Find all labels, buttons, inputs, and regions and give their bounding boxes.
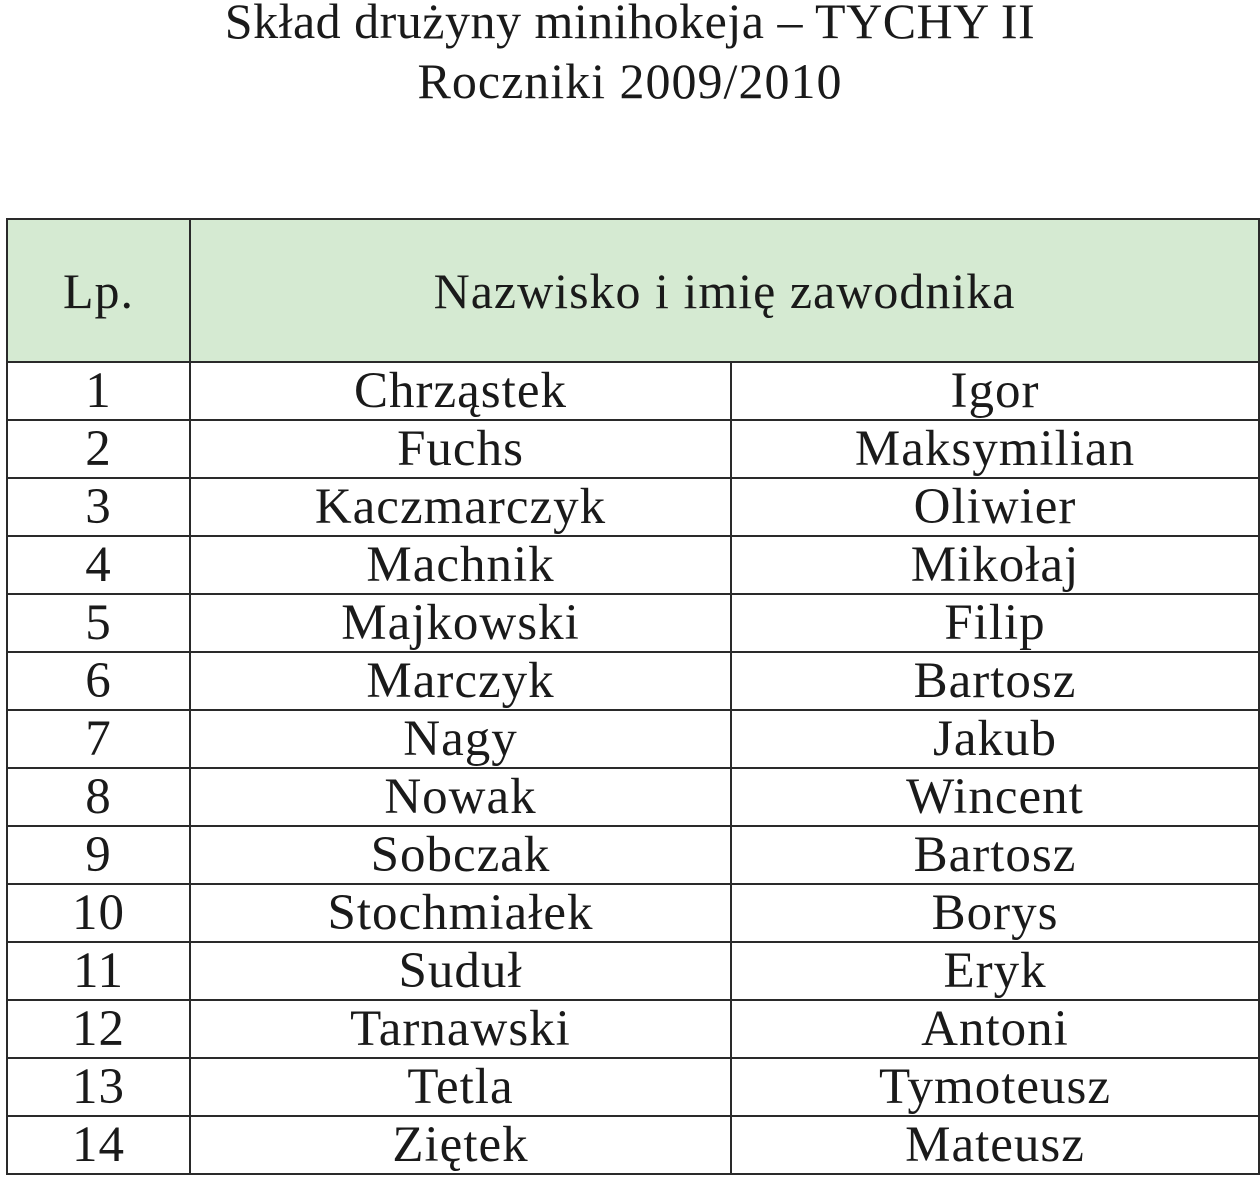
row-first-name: Eryk <box>731 942 1259 1000</box>
row-surname: Machnik <box>190 536 731 594</box>
table-row <box>7 478 1259 536</box>
table-row <box>7 1058 1259 1116</box>
row-first-name: Filip <box>731 594 1259 652</box>
table-row <box>7 942 1259 1000</box>
row-number: 5 <box>7 594 190 652</box>
header-player-name: Nazwisko i imię zawodnika <box>190 219 1259 362</box>
row-number: 7 <box>7 710 190 768</box>
row-first-name: Wincent <box>731 768 1259 826</box>
row-surname: Tarnawski <box>190 1000 731 1058</box>
row-first-name: Mateusz <box>731 1116 1259 1174</box>
row-number: 12 <box>7 1000 190 1058</box>
row-surname: Stochmiałek <box>190 884 731 942</box>
row-first-name: Tymoteusz <box>731 1058 1259 1116</box>
table-row <box>7 710 1259 768</box>
title-line-years: Roczniki 2009/2010 <box>417 53 843 109</box>
row-number: 10 <box>7 884 190 942</box>
row-first-name: Maksymilian <box>731 420 1259 478</box>
table-row <box>7 884 1259 942</box>
row-surname: Ziętek <box>190 1116 731 1174</box>
table-row <box>7 1116 1259 1174</box>
row-first-name: Antoni <box>731 1000 1259 1058</box>
roster-body <box>7 362 1259 1174</box>
row-surname: Marczyk <box>190 652 731 710</box>
header-lp: Lp. <box>7 219 190 362</box>
table-row <box>7 1000 1259 1058</box>
table-row <box>7 594 1259 652</box>
row-surname: Fuchs <box>190 420 731 478</box>
row-surname: Kaczmarczyk <box>190 478 731 536</box>
row-first-name: Igor <box>731 362 1259 420</box>
table-row <box>7 362 1259 420</box>
row-number: 11 <box>7 942 190 1000</box>
row-surname: Majkowski <box>190 594 731 652</box>
table-row <box>7 768 1259 826</box>
row-surname: Sobczak <box>190 826 731 884</box>
row-number: 2 <box>7 420 190 478</box>
row-surname: Suduł <box>190 942 731 1000</box>
row-number: 6 <box>7 652 190 710</box>
table-row <box>7 420 1259 478</box>
row-number: 13 <box>7 1058 190 1116</box>
table-row <box>7 536 1259 594</box>
row-number: 1 <box>7 362 190 420</box>
row-surname: Nagy <box>190 710 731 768</box>
row-first-name: Bartosz <box>731 826 1259 884</box>
row-first-name: Jakub <box>731 710 1259 768</box>
row-number: 9 <box>7 826 190 884</box>
table-row <box>7 826 1259 884</box>
row-number: 14 <box>7 1116 190 1174</box>
roster-table <box>6 218 1260 1175</box>
row-first-name: Bartosz <box>731 652 1259 710</box>
table-header-row <box>7 219 1259 362</box>
row-surname: Nowak <box>190 768 731 826</box>
row-number: 4 <box>7 536 190 594</box>
row-surname: Tetla <box>190 1058 731 1116</box>
row-first-name: Mikołaj <box>731 536 1259 594</box>
document-title <box>0 0 1260 110</box>
row-first-name: Oliwier <box>731 478 1259 536</box>
row-number: 8 <box>7 768 190 826</box>
table-row <box>7 652 1259 710</box>
title-line-team: Skład drużyny minihokeja – TYCHY II <box>224 0 1036 49</box>
row-number: 3 <box>7 478 190 536</box>
row-first-name: Borys <box>731 884 1259 942</box>
row-surname: Chrząstek <box>190 362 731 420</box>
